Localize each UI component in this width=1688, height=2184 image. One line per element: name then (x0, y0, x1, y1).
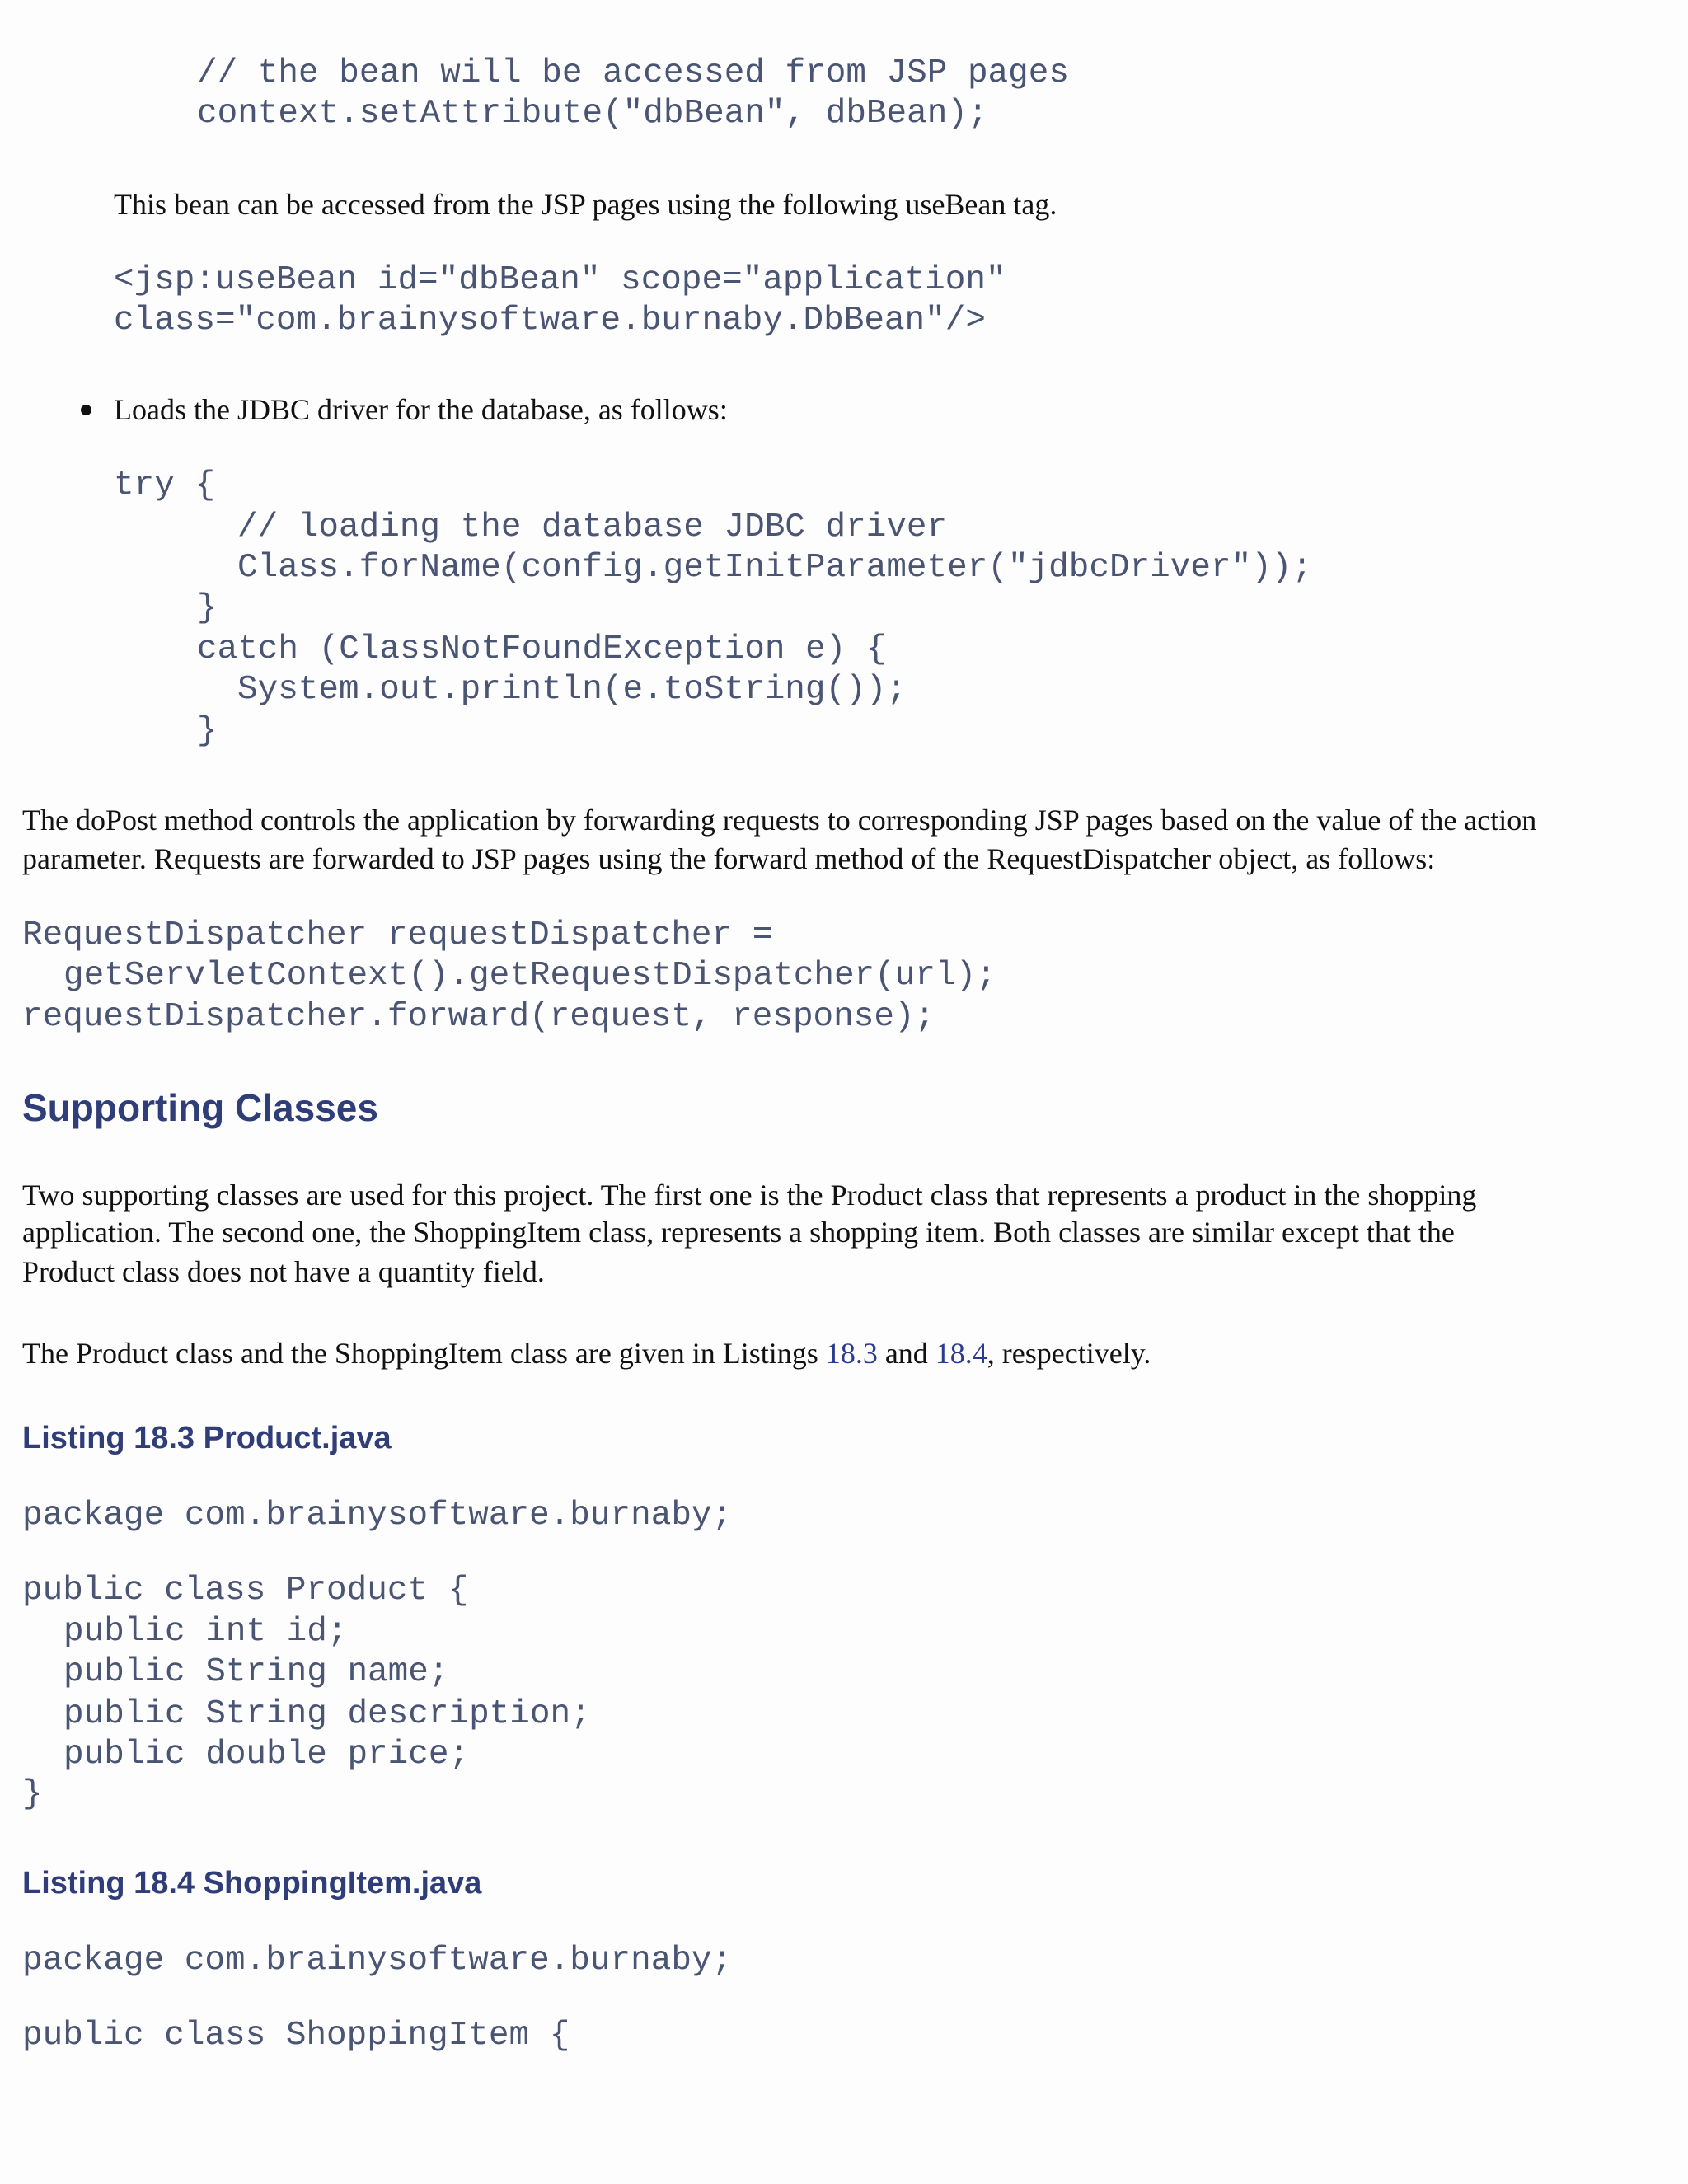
code-line: package com.brainysoftware.burnaby; (22, 1497, 733, 1535)
code-line: public double price; (63, 1736, 470, 1774)
text: and (877, 1337, 935, 1370)
paragraph-supporting: Two supporting classes are used for this project. The first one is the Product class that represents a product in the shopping (22, 1179, 1477, 1212)
paragraph-usebean: This bean can be accessed from the JSP pages using the following useBean tag. (114, 188, 1057, 221)
section-heading: Supporting Classes (22, 1086, 378, 1129)
code-line: } (197, 589, 218, 627)
listing-18-4-link[interactable]: 18.4 (935, 1337, 987, 1370)
code-line: try { (114, 466, 216, 504)
code-line: // the bean will be accessed from JSP pages (197, 54, 1069, 92)
paragraph-dopost: parameter. Requests are forwarded to JSP pages using the forward method of the RequestDispatcher object, as follows: (22, 842, 1436, 875)
code-line: public String name; (63, 1653, 449, 1691)
listing-title: Listing 18.4 ShoppingItem.java (22, 1866, 482, 1900)
code-line: public class Product { (22, 1572, 469, 1610)
bullet-icon (81, 405, 91, 415)
paragraph-supporting: Product class does not have a quantity field. (22, 1255, 545, 1288)
code-line: RequestDispatcher requestDispatcher = (22, 916, 773, 954)
code-line: public int id; (63, 1613, 348, 1651)
text: The Product class and the ShoppingItem class are given in Listings (22, 1337, 826, 1370)
code-line: public String description; (63, 1695, 591, 1733)
listing-title: Listing 18.3 Product.java (22, 1421, 392, 1455)
paragraph-dopost: The doPost method controls the application by forwarding requests to corresponding JSP pages based on the value of the action (22, 804, 1537, 837)
code-line: requestDispatcher.forward(request, response); (22, 998, 935, 1036)
bullet-text: Loads the JDBC driver for the database, as follows: (114, 393, 728, 426)
code-line: } (22, 1775, 43, 1813)
code-line: System.out.println(e.toString()); (237, 671, 907, 709)
code-line: package com.brainysoftware.burnaby; (22, 1942, 733, 1980)
code-line: getServletContext().getRequestDispatcher(url); (63, 957, 996, 995)
code-line: public class ShoppingItem { (22, 2017, 570, 2055)
text: , respectively. (987, 1337, 1151, 1370)
listing-18-3-link[interactable]: 18.3 (825, 1337, 878, 1370)
code-line: } (197, 712, 218, 750)
code-line: context.setAttribute("dbBean", dbBean); (197, 95, 988, 133)
paragraph-listings (22, 1333, 1151, 1374)
code-line: // loading the database JDBC driver (237, 509, 948, 546)
paragraph-supporting: application. The second one, the ShoppingItem class, represents a shopping item. Both classes are similar except that the (22, 1216, 1455, 1249)
code-line: catch (ClassNotFoundException e) { (197, 630, 887, 668)
code-line: Class.forName(config.getInitParameter("jdbcDriver")); (237, 549, 1313, 587)
code-line: <jsp:useBean id="dbBean" scope="application" (114, 261, 1006, 299)
code-line: class="com.brainysoftware.burnaby.DbBean"/> (114, 302, 986, 340)
